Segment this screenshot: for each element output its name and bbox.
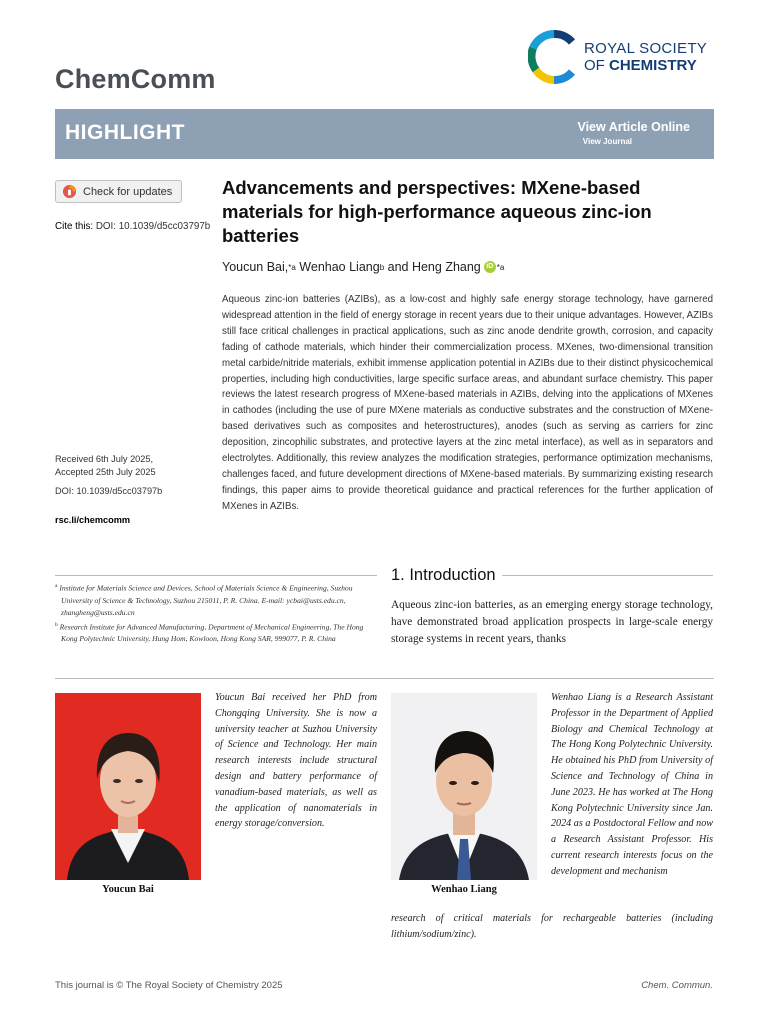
check-for-updates-label: Check for updates	[83, 185, 173, 198]
author-bai-affil: *a	[288, 262, 296, 272]
affiliation-a	[55, 580, 377, 619]
dates	[55, 453, 156, 479]
author-zhang: and Heng Zhang	[384, 260, 481, 274]
affiliation-a-text: Institute for Materials Science and Devices, School of Materials Science & Engineering, Suzhou University of Science & Technology, Suzhou 215011, P. R. China. E-mail: ycbai@usts.edu.cn, zhangheng@usts.edu.cn	[59, 583, 353, 617]
affiliation-b-marker: b	[55, 621, 58, 628]
photo-caption-bai: Youcun Bai	[102, 884, 154, 895]
publisher-of: OF	[584, 57, 605, 74]
photo-caption-liang: Wenhao Liang	[431, 884, 497, 895]
abstract: Aqueous zinc-ion batteries (AZIBs), as a low-cost and highly safe energy storage technology, have garnered widespread attention in the field of energy storage in recent years due to their unique advantages. However, AZIBs still face critical challenges in practical applications, such as zinc anode dendrite growth, corrosion, and capacity fading of cathode materials, which hinder their commercialization process. MXenes, two-dimensional transition metal carbide/nitride materials, exhibit immense application potential in AZIBs due to their distinct physicochemical properties, including high conductivities, large specific surface areas, and abundant surface chemistry. This paper reviews the latest research progress of MXene-based materials in AZIBs, delving into the applications of MXenes in cathodes (including the use of pure MXene materials as conductive substrates and the construction of MXene-based derivatives such as composites and heterostructures), anodes (such as serving as carriers for zinc deposition, zincophilic substrates, and protective layers at the zinc metal interface), as well as in separators and electrolytes. Additionally, this review analyzes the modification strategies, performance optimization mechanisms, challenges faced, and future development directions of MXene-based materials. By summarizing existing research findings, this paper aims to provide theoretical guidance and practical references for the further application of MXenes in AZIBs.	[222, 294, 713, 512]
portrait-bai-image	[55, 693, 201, 880]
article-title: Advancements and perspectives: MXene-based materials for high-performance aqueous zinc-ion batteries	[222, 177, 652, 246]
author-zhang-affil: *a	[496, 262, 505, 272]
affiliation-b-text: Research Institute for Advanced Manufacturing, Department of Mechanical Engineering, The Hong Kong Polytechnic University, Hung Hom, Kowloon, Hong Kong SAR, 999077, P. R. China	[59, 622, 364, 644]
publisher-name-line1: ROYAL SOCIETY	[584, 40, 708, 57]
author-bai: Youcun Bai,	[222, 260, 289, 274]
journal-abbrev-footer: Chem. Commun.	[641, 980, 713, 991]
portrait-liang-image	[391, 693, 537, 880]
author-liang: Wenhao Liang	[295, 260, 380, 274]
doi: DOI: 10.1039/d5cc03797b	[55, 486, 163, 496]
rsc-logo-icon	[528, 30, 580, 84]
author-photo-bai	[55, 693, 201, 880]
orcid-icon[interactable]: iD	[484, 261, 496, 273]
bio-divider	[55, 678, 714, 679]
affiliation-a-marker: a	[55, 583, 58, 589]
article-type-banner	[55, 109, 714, 159]
publisher-chemistry: CHEMISTRY	[609, 57, 697, 74]
article-type-label: HIGHLIGHT	[65, 121, 185, 144]
rsc-logo[interactable]	[528, 30, 718, 84]
cite-doi: DOI: 10.1039/d5cc03797b	[95, 221, 211, 232]
check-for-updates-button[interactable]	[55, 180, 182, 203]
author-photo-liang	[391, 693, 537, 880]
affiliations	[55, 580, 377, 645]
received-date: Received 6th July 2025,	[55, 454, 154, 464]
bio-liang: Wenhao Liang is a Research Assistant Professor in the Department of Applied Biology and Chemical Technology at The Hong Kong Polytechnic University. He obtained his PhD from University of Science and Technology of China in June 2023. He has worked at The Hong Kong Polytechnic University since Jan. 2024 as a Postdoctoral Fellow and now a Research Assistant Professor. His current research interests focus on the development and mechanism	[551, 692, 713, 877]
check-updates-icon	[62, 184, 77, 199]
author-list	[222, 260, 504, 274]
copyright-footer: This journal is © The Royal Society of Chemistry 2025	[55, 980, 283, 991]
view-journal-link[interactable]: View Journal	[582, 137, 632, 146]
bio-bai: Youcun Bai received her PhD from Chongqing University. She is now a university teacher at Suzhou University of Science and Technology. Her main research interests include structural design and battery performance of vanadium-based materials, as well as the application of nanomaterials in energy storage/conversion.	[215, 692, 377, 830]
affiliation-b	[55, 619, 377, 646]
introduction-text: Aqueous zinc-ion batteries, as an emerging energy storage technology, have demonstrated broad application prospects in large-scale energy storage systems in recent years, thanks	[391, 599, 713, 645]
journal-title: ChemComm	[55, 64, 216, 94]
journal-link[interactable]: rsc.li/chemcomm	[55, 515, 131, 525]
accepted-date: Accepted 25th July 2025	[55, 467, 156, 477]
view-article-online-link[interactable]: View Article Online	[577, 120, 690, 134]
cite-this	[55, 221, 210, 232]
footnote-divider	[55, 575, 377, 576]
section-heading-introduction: 1. Introduction	[391, 566, 502, 585]
author-liang-affil: b	[379, 262, 385, 272]
publisher-name-line2	[584, 57, 707, 74]
bio-liang-continued: research of critical materials for rechargeable batteries (including lithium/sodium/zinc).	[391, 913, 713, 940]
cite-label: Cite this:	[55, 221, 94, 232]
